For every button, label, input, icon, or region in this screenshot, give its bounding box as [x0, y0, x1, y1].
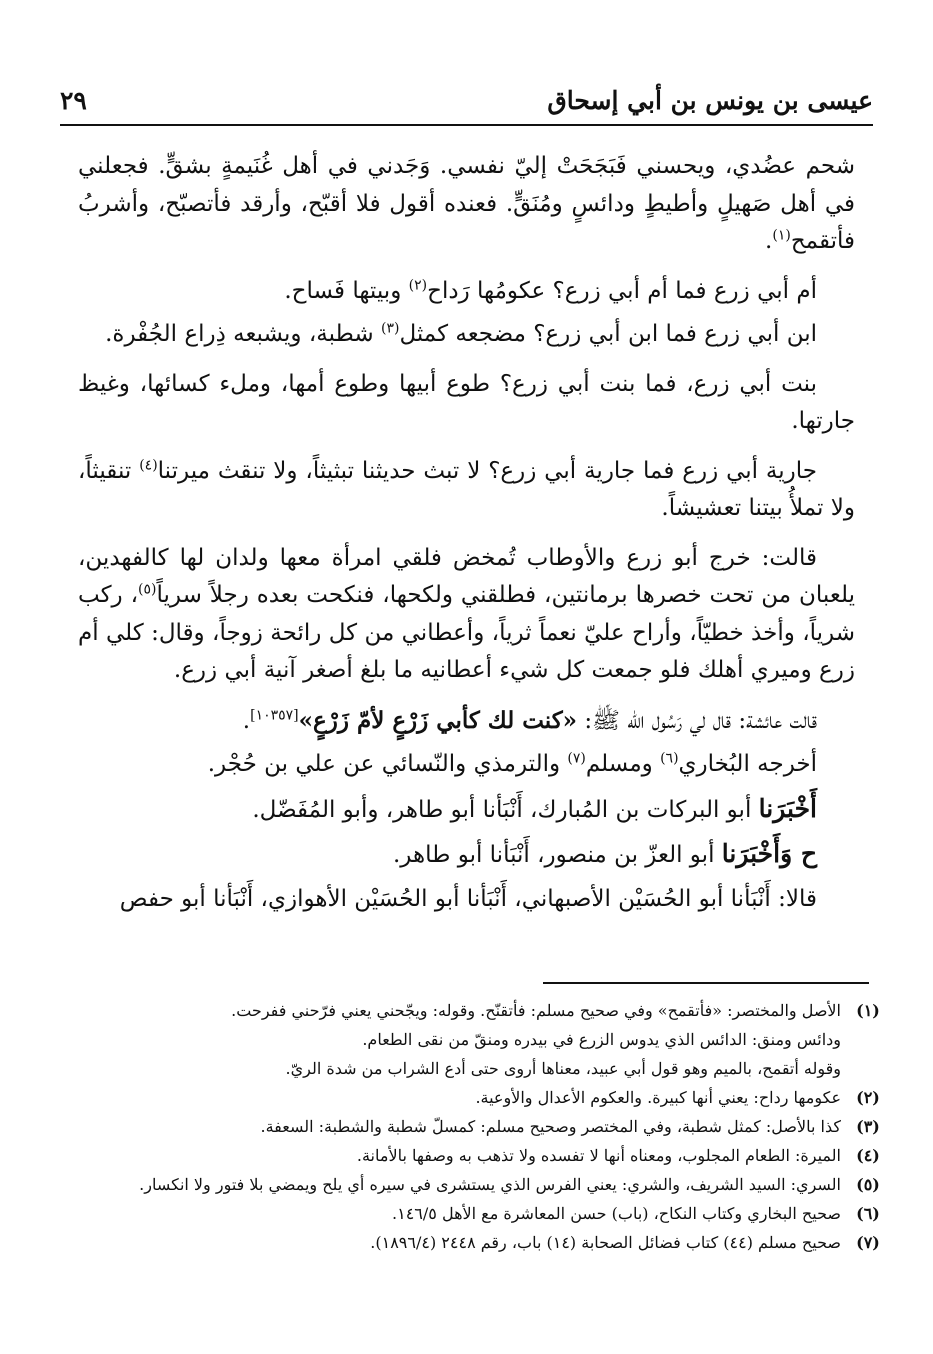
footnote-6 — [60, 1199, 895, 1228]
footnote-number: (٥) — [856, 1175, 880, 1194]
footnote-ref-6: (٦) — [660, 750, 679, 767]
footnote-1-continued: وقوله أتقمح، بالميم وهو قول أبي عبيد، معناها أروى حتى أدع الشراب من شدة الريّ. — [285, 1059, 841, 1078]
paragraph-4: بنت أبي زرع، فما بنت أبي زرع؟ طوع أبيها وطوع أمها، وملء كسائها، وغيظ جارتها. — [78, 370, 855, 434]
paragraph-8: أخرجه البُخاري$^{(٦)}$ ومسلم$^{(٧)}$ والترمذي والنّسائي عن علي بن حُجْر. — [207, 750, 817, 777]
hadith-quote: «كنت لك كأبي زَرْعٍ لأمّ زَرْعٍ» — [298, 706, 578, 734]
footnote-7 — [60, 1228, 895, 1257]
footnote-ref-5: (٥) — [138, 581, 157, 598]
paragraph-11: قالا: أَنْبَأنا أبو الحُسَيْن الأصبهاني، أَنْبَأنا أبو الحُسَيْن الأهوازي، أَنْبَأنا أبو حفص — [119, 885, 817, 912]
footnote-text: صحيح البخاري وكتاب النكاح، (باب) حسن المعاشرة مع الأهل ١٤٦/٥. — [392, 1204, 841, 1223]
footnote-text: الأصل والمختصر: «فأتقمح» وفي صحيح مسلم: فأتقنّح. وقوله: ويجّحني يعني فرّحني ففرحت. — [231, 1001, 841, 1020]
footnotes — [60, 996, 895, 1257]
paragraph-6: قالت: خرج أبو زرع والأوطاب تُمخض فلقي امرأة معها ولدان لها كالفهدين، يلعبان من تحت خصرها برمانتين، فطلقني ولكحها، فنكحت بعده رجلاً سرياً$^{(٥)}$، ركب شرياً، وأخذ خطيّاً، وأراح عليّ نعماً ثرياً، وأعطاني من كل رائحة زوجاً، وقال: كلي أم زرع وميري أهلك فلو جمعت كل شيء أعطانيه ما بلغ أصغر آنية أبي زرع. — [78, 544, 855, 683]
paragraph-10: ح وَأَخْبَرَنا أبو العزّ بن منصور، أَنْبَأنا أبو طاهر. — [392, 839, 817, 868]
footnote-number: (١) — [856, 1001, 880, 1020]
paragraph-7: قالت عائشة: قال لي رَسُول الله ﷺ: «كنت لك كأبي زَرْعٍ لأمّ زَرْعٍ»[١٠٣٥٧]. — [242, 706, 817, 734]
footnote-text: الميرة: الطعام المجلوب، ومعناه أنها لا تفسده ولا تذهب به وصفها بالأمانة. — [356, 1146, 841, 1165]
main-text — [78, 148, 855, 924]
footnote-ref-4: (٤) — [139, 456, 158, 473]
footnote-text: كذا بالأصل: كمثل شطبة، وفي المختصر وصحيح مسلم: كمسلّ شطبة والشطبة: السعفة. — [260, 1117, 841, 1136]
footnote-number: (٧) — [856, 1233, 880, 1252]
footnote-divider — [543, 982, 869, 984]
paragraph-5: جارية أبي زرع فما جارية أبي زرع؟ لا تبث حديثنا تبثيثاً، ولا تنقث ميرتنا$^{(٤)}$ تنقيثاً، ولا تملأُ بيتنا تعشيشاً. — [78, 456, 855, 521]
footnote-ref-3: (٣) — [380, 320, 400, 337]
footnote-5 — [60, 1170, 895, 1199]
footnote-ref-1: (١) — [772, 227, 791, 244]
page-number: ٢٩ — [60, 86, 87, 115]
footnote-3 — [60, 1112, 895, 1141]
isnad-keyword: أَخْبَرَنا — [758, 793, 817, 823]
isnad-keyword: ح وَأَخْبَرَنا — [721, 839, 817, 868]
footnote-number: (٣) — [856, 1117, 880, 1136]
footnote-2 — [60, 1083, 895, 1112]
footnote-number: (٦) — [856, 1204, 880, 1223]
paragraph-1: شحم عضُدي، ويحسني فَبَجَحَتْ إليّ نفسي. وَجَدني في أهل غُنَيمةٍ بشقٍّ. فجعلني في أهل صَهيلٍ وأطيطٍ ودائسٍ ومُنَقٍّ. فعنده أقول فلا أقبّح، وأرقد فأتصبّح، وأشربُ فأتقمح$^{(١)}$. — [78, 153, 855, 254]
paragraph-9: أَخْبَرَنا أبو البركات بن المُبارك، أَنْبَأنا أبو طاهر، وأبو المُفَضّل. — [252, 793, 817, 823]
page-header — [60, 84, 873, 126]
footnote-4 — [60, 1141, 895, 1170]
running-title: عيسى بن يونس بن أبي إسحاق — [547, 86, 873, 115]
paragraph-3: ابن أبي زرع فما ابن أبي زرع؟ مضجعه كمثل$^{(٣)}$ شطبة، ويشبعه ذِراع الجُفْرة. — [105, 320, 817, 347]
footnote-text: صحيح مسلم (٤٤) كتاب فضائل الصحابة (١٤) باب، رقم ٢٤٤٨ (١٨٩٦/٤). — [370, 1233, 841, 1252]
paragraph-2: أم أبي زرع فما أم أبي زرع؟ عكومُها رَداح$^{(٢)}$ وبيتها فَساح. — [284, 276, 817, 304]
footnote-text: السري: السيد الشريف، والشري: يعني الفرس الذي يستشرى في سيره أي يلح ويمضي بلا فتور ولا انكسار. — [139, 1175, 841, 1194]
footnote-ref-7: (٧) — [567, 750, 586, 767]
footnote-ref-2: (٢) — [408, 276, 428, 293]
hadith-number: [١٠٣٥٧] — [250, 706, 299, 723]
footnote-text: عكومها رداح: يعني أنها كبيرة. والعكوم الأعدال والأوعية. — [475, 1088, 841, 1107]
footnote-number: (٢) — [856, 1088, 880, 1107]
footnote-1-continued: ودائس ومنق: الدائس الذي يدوس الزرع في بيدره ومنقّ من نقى الطعام. — [362, 1030, 841, 1049]
footnote-number: (٤) — [856, 1146, 880, 1165]
footnote-1 — [60, 996, 895, 1025]
